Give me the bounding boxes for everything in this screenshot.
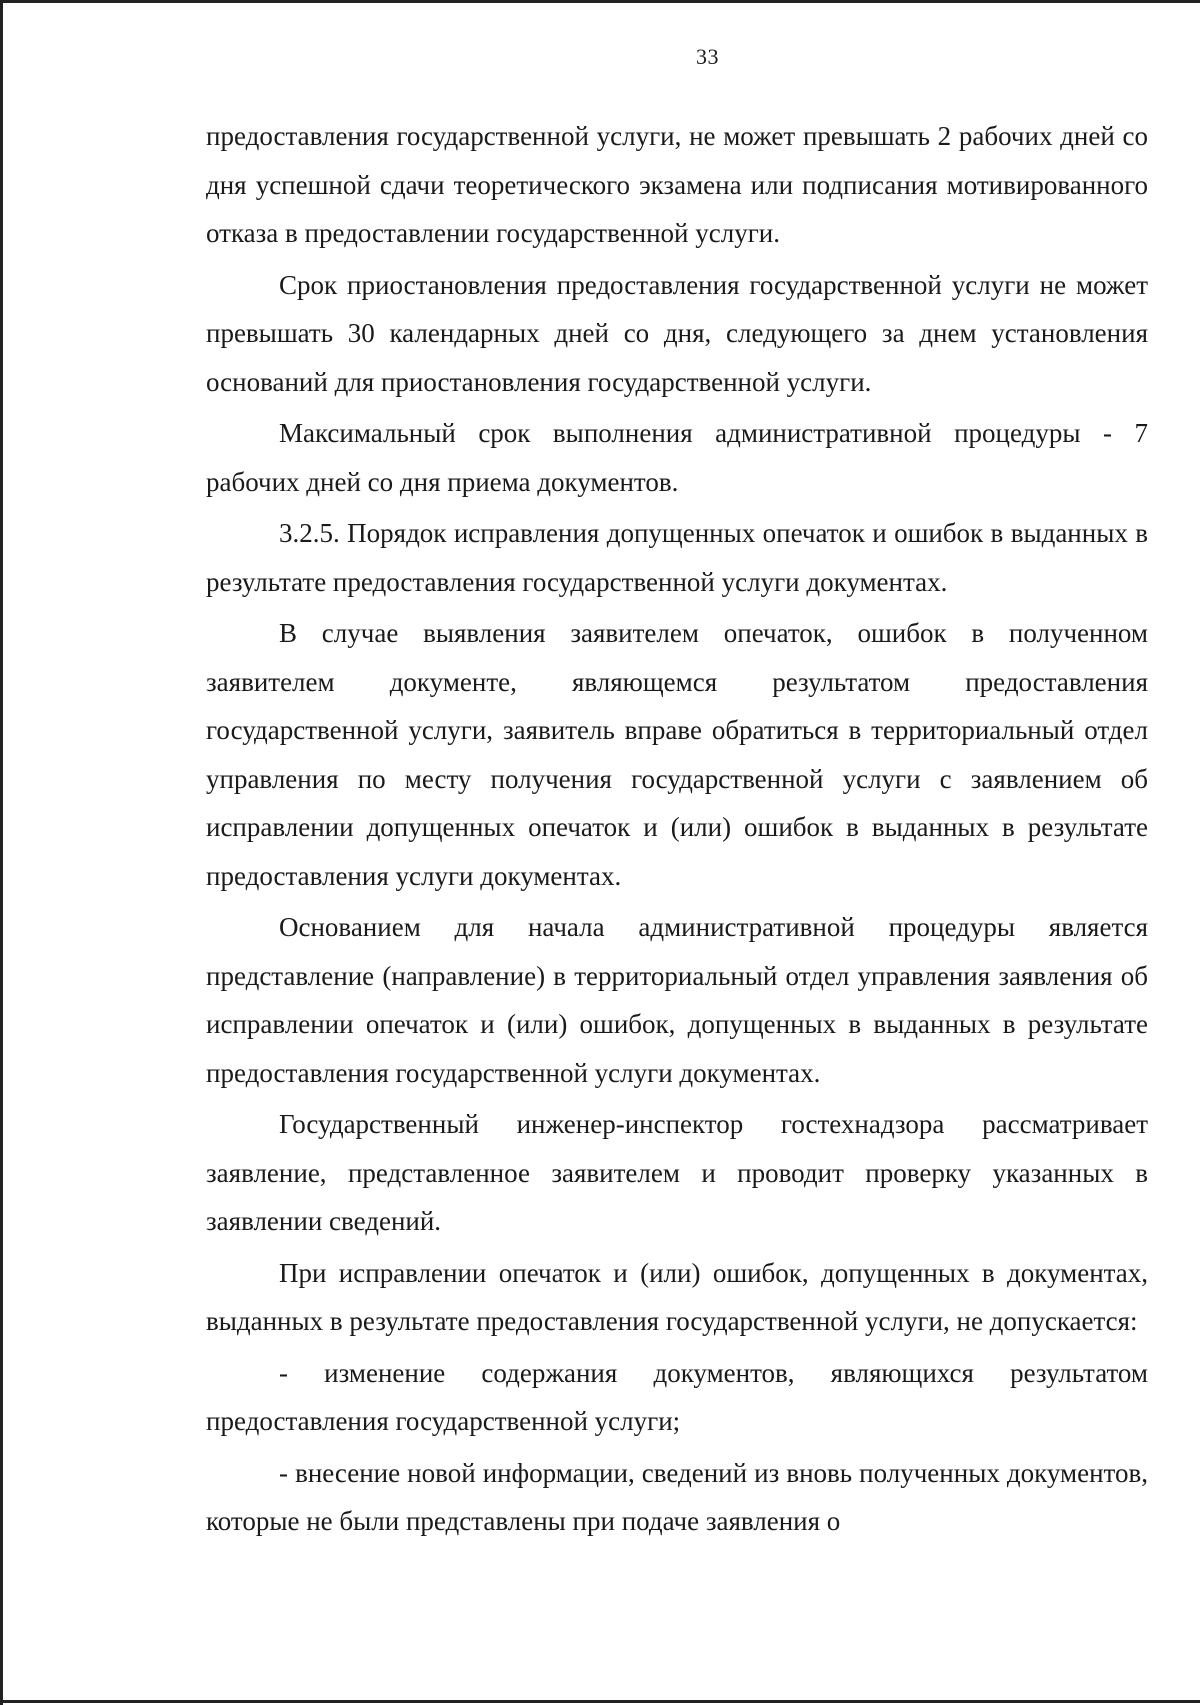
- list-item-content-change: - изменение содержания документов, являющихся результатом предоставления государственной услуги;: [206, 1357, 1148, 1436]
- paragraph-procedure-basis: Основанием для начала административной процедуры является представление (направление) в территориальный отдел управления заявления об исправлении опечаток и (или) ошибок, допущенных в выданных в результате предоставления государственной услуги документах.: [206, 912, 1148, 1088]
- page-border-top: [0, 0, 1200, 3]
- paragraph-not-allowed: При исправлении опечаток и (или) ошибок, допущенных в документах, выданных в результате предоставления государственной услуги, не допускается:: [206, 1257, 1148, 1336]
- page-number: 33: [696, 44, 719, 69]
- page-border-bottom: [0, 1700, 1200, 1703]
- paragraph-inspector-review: Государственный инженер-инспектор гостехнадзора рассматривает заявление, представленное заявителем и проводит проверку указанных в заявлении сведений.: [206, 1109, 1148, 1236]
- section-heading-3-2-5: 3.2.5. Порядок исправления допущенных опечаток и ошибок в выданных в результате предоставления государственной услуги документах.: [206, 518, 1148, 597]
- document-body: [206, 112, 1148, 1549]
- paragraph-max-term: Максимальный срок выполнения административной процедуры - 7 рабочих дней со дня приема документов.: [206, 418, 1148, 497]
- paragraph-continuation: предоставления государственной услуги, не может превышать 2 рабочих дней со дня успешной сдачи теоретического экзамена или подписания мотивированного отказа в предоставлении государственной услуги.: [206, 121, 1148, 248]
- paragraph-suspension-term: Срок приостановления предоставления государственной услуги не может превышать 30 календарных дней со дня, следующего за днем установления оснований для приостановления государственной услуги.: [206, 269, 1148, 397]
- page-border-left: [0, 0, 3, 1705]
- paragraph-error-detection: В случае выявления заявителем опечаток, ошибок в полученном заявителем документе, являющемся результатом предоставления государственной услуги, заявитель вправе обратиться в территориальный отдел управления по месту получения государственной услуги с заявлением об исправлении допущенных опечаток и (или) ошибок в выданных в результате предоставления услуги документах.: [206, 618, 1148, 891]
- list-item-new-information: - внесение новой информации, сведений из вновь полученных документов, которые не были представлены при подаче заявления о: [206, 1457, 1148, 1536]
